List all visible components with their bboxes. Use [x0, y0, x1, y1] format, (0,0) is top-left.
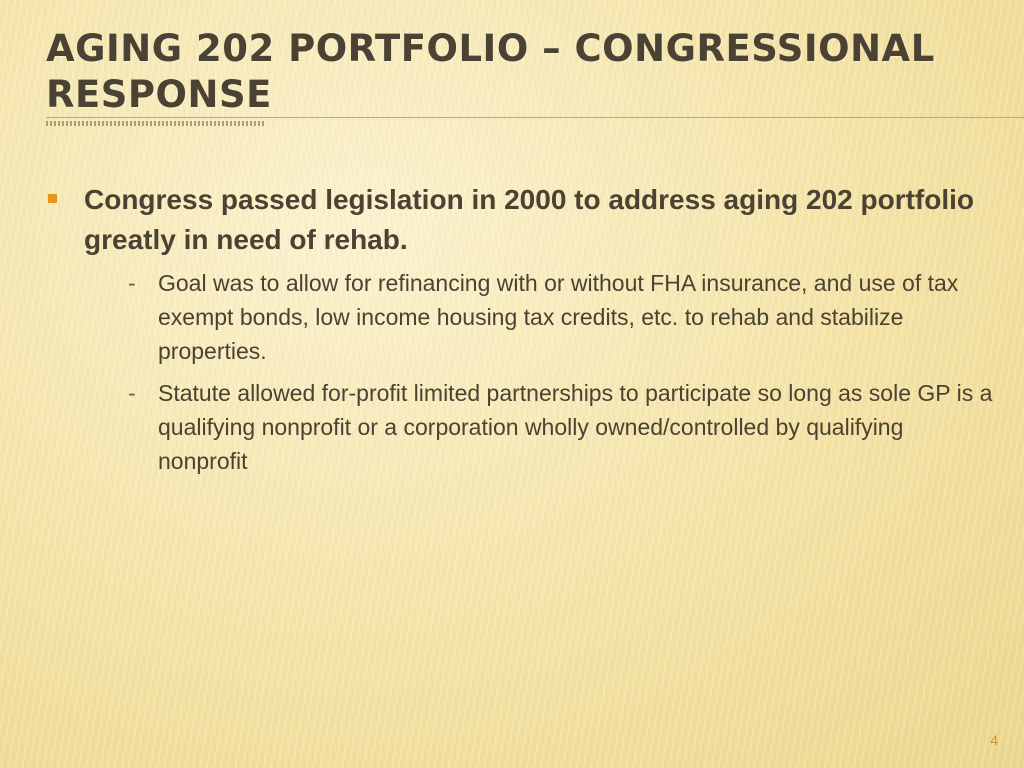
bullet-text: Congress passed legislation in 2000 to address aging 202 portfolio greatly in need of rehab. [84, 184, 975, 255]
sub-bullet-list [46, 266, 996, 478]
square-bullet-icon [48, 194, 57, 203]
slide-title: AGING 202 PORTFOLIO – CONGRESSIONAL RESPONSE [46, 27, 935, 116]
title-underline-decoration [46, 121, 266, 126]
sub-bullet-item [128, 266, 996, 368]
dash-bullet-icon: - [128, 270, 136, 296]
sub-bullet-text: Statute allowed for-profit limited partnerships to participate so long as sole GP is a qualifying nonprofit or a corporation wholly owned/controlled by qualifying nonprofit [158, 380, 993, 474]
title-divider [46, 117, 1024, 118]
sub-bullet-item [128, 376, 996, 478]
slide-body [46, 180, 996, 486]
page-number: 4 [990, 732, 998, 748]
bullet-item [46, 180, 996, 260]
dash-bullet-icon: - [128, 380, 136, 406]
sub-bullet-text: Goal was to allow for refinancing with or without FHA insurance, and use of tax exempt bonds, low income housing tax credits, etc. to rehab and stabilize properties. [158, 270, 959, 364]
